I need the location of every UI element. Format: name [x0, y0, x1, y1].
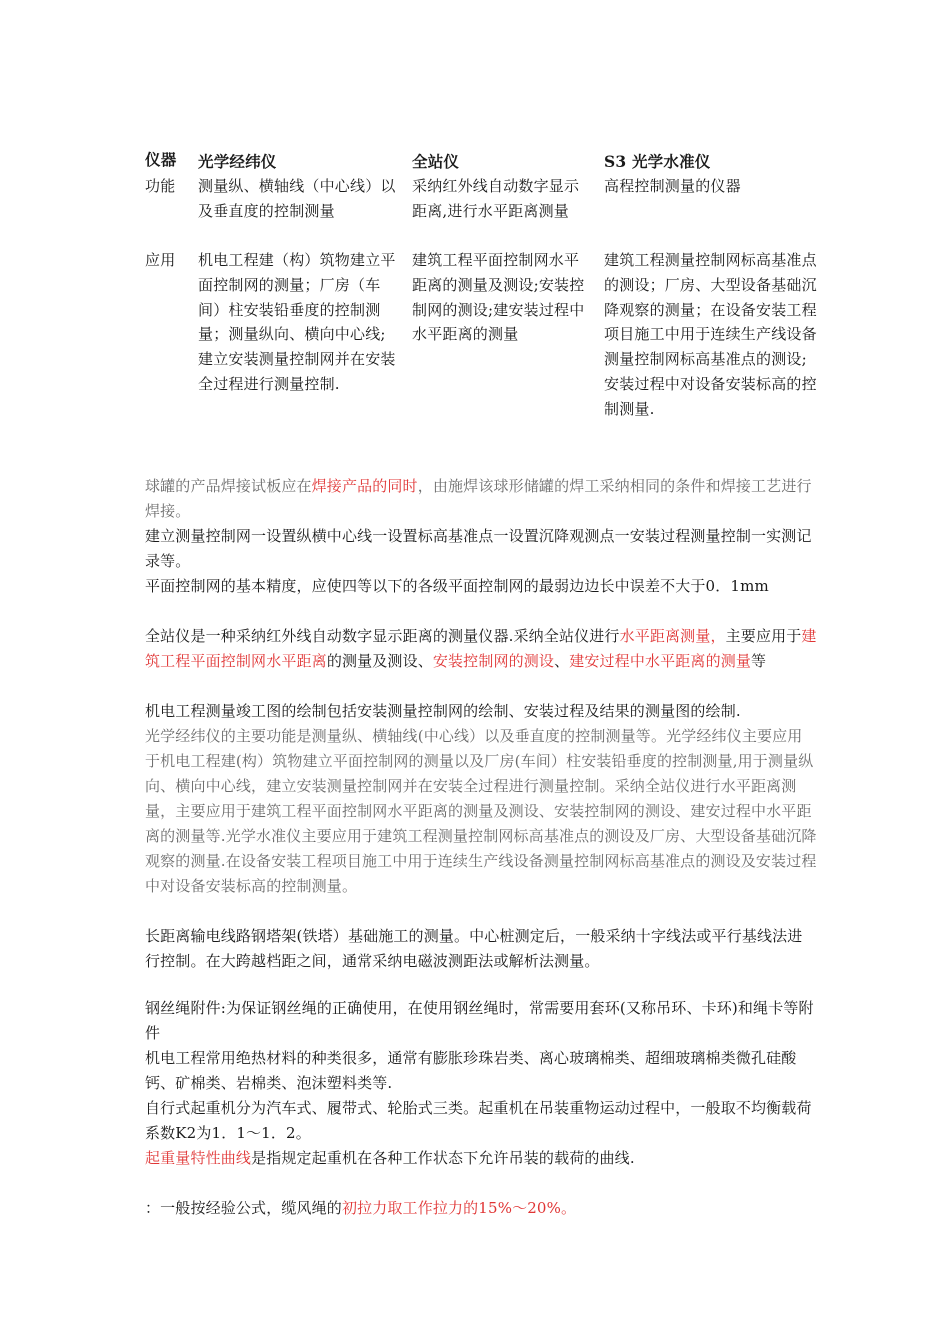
- paragraph-total-station: [145, 624, 817, 674]
- text-run: ：一般按经验公式，缆风绳的: [145, 1199, 342, 1217]
- table-header-instrument: 仪器: [145, 150, 177, 169]
- table-row-label-function: 功能: [145, 177, 176, 195]
- text-run: 主要应用于: [725, 627, 802, 645]
- table-header-theodolite: 光学经纬仪: [198, 152, 277, 171]
- highlight-text: 初拉力取工作拉力的15%～20%。: [341, 1199, 577, 1217]
- text-run: ，由施焊该球形储罐的焊工采纳相同的条件和焊接工艺进行焊接。: [145, 477, 812, 520]
- highlight-text: 建筑工程平面控制网水平距离: [145, 627, 817, 670]
- paragraph-control-network: 建立测量控制网一设置纵横中心线一设置标高基准点一设置沉降观测点一安装过程测量控制一实测记录等。: [145, 527, 812, 570]
- table-cell: 采纳红外线自动数字显示距离,进行水平距离测量: [412, 177, 580, 220]
- table-header-total-station: 全站仪: [412, 152, 460, 171]
- paragraph-insulation: 机电工程常用绝热材料的种类很多，通常有膨胀珍珠岩类、离心玻璃棉类、超细玻璃棉类微孔硅酸钙、矿棉类、岩棉类、泡沫塑料类等.: [145, 1049, 797, 1092]
- paragraph-load-curve: [145, 1146, 817, 1171]
- highlight-text: 焊接产品的同时: [311, 477, 418, 495]
- text-run: 、: [554, 652, 570, 670]
- paragraph-guy-rope: [145, 1196, 817, 1221]
- table-cell: 机电工程建（构）筑物建立平面控制网的测量；厂房（车间）柱安装铅垂度的控制测量；测量纵向、横向中心线;建立安装测量控制网并在安装全过程进行测量控制.: [198, 251, 396, 393]
- paragraph-precision: 平面控制网的基本精度，应使四等以下的各级平面控制网的最弱边边长中误差不大于0．1mm: [145, 577, 769, 595]
- text-run: 是指规定起重机在各种工作状态下允许吊装的载荷的曲线.: [251, 1149, 635, 1167]
- table-cell: 测量纵、横轴线（中心线）以及垂直度的控制测量: [198, 177, 396, 220]
- highlight-text: 安装控制网的测设: [432, 652, 555, 670]
- paragraph-crane-types: 自行式起重机分为汽车式、履带式、轮胎式三类。起重机在吊装重物运动过程中，一般取不均衡载荷系数K2为1．1～1．2。: [145, 1099, 812, 1142]
- text-run: 的测量及测设、: [326, 652, 433, 670]
- table-header-level: S3 光学水准仪: [604, 152, 711, 171]
- paragraph-tower-foundation: 长距离输电线路钢塔架(铁塔）基础施工的测量。中心桩测定后，一般采纳十字线法或平行基线法进行控制。在大跨越档距之间，通常采纳电磁波测距法或解析法测量。: [145, 927, 803, 970]
- table-cell: 高程控制测量的仪器: [604, 177, 741, 195]
- highlight-text: 水平距离测量，: [619, 627, 726, 645]
- table-row-label-application: 应用: [145, 251, 176, 269]
- table-cell: 建筑工程测量控制网标高基准点的测设；厂房、大型设备基础沉降观察的测量；在设备安装工程项目施工中用于连续生产线设备测量控制网标高基准点的测设;安装过程中对设备安装标高的控制测量.: [604, 251, 817, 418]
- text-run: 全站仪是一种采纳红外线自动数字显示距离的测量仪器.采纳全站仪进行: [145, 627, 620, 645]
- paragraph-completion-drawing: 机电工程测量竣工图的绘制包括安装测量控制网的绘制、安装过程及结果的测量图的绘制.: [145, 702, 741, 720]
- table-cell: 建筑工程平面控制网水平距离的测量及测设;安装控制网的测设;建安装过程中水平距离的测量: [412, 251, 585, 344]
- paragraph-wire-rope: 钢丝绳附件:为保证钢丝绳的正确使用，在使用钢丝绳时，常需要用套环(又称吊环、卡环)和绳卡等附件: [145, 999, 814, 1042]
- text-run: 球罐的产品焊接试板应在: [145, 477, 312, 495]
- highlight-text: 起重量特性曲线: [145, 1149, 252, 1167]
- paragraph-weld-test: [145, 474, 817, 524]
- paragraph-instrument-summary: 光学经纬仪的主要功能是测量纵、横轴线(中心线）以及垂直度的控制测量等。光学经纬仪主要应用于机电工程建(构）筑物建立平面控制网的测量以及厂房(车间）柱安装铅垂度的控制测量,用于测量纵向、横向中心线，建立安装测量控制网并在安装全过程进行测量控制。采纳全站仪进行水平距离测量，主要应用于建筑工程平面控制网水平距离的测量及测设、安装控制网的测设、建安过程中水平距离的测量等.光学水准仪主要应用于建筑工程测量控制网标高基准点的测设及厂房、大型设备基础沉降观察的测量.在设备安装工程项目施工中用于连续生产线设备测量控制网标高基准点的测设及安装过程中对设备安装标高的控制测量。: [145, 727, 817, 895]
- text-run: 等: [751, 652, 767, 670]
- highlight-text: 建安过程中水平距离的测量: [569, 652, 752, 670]
